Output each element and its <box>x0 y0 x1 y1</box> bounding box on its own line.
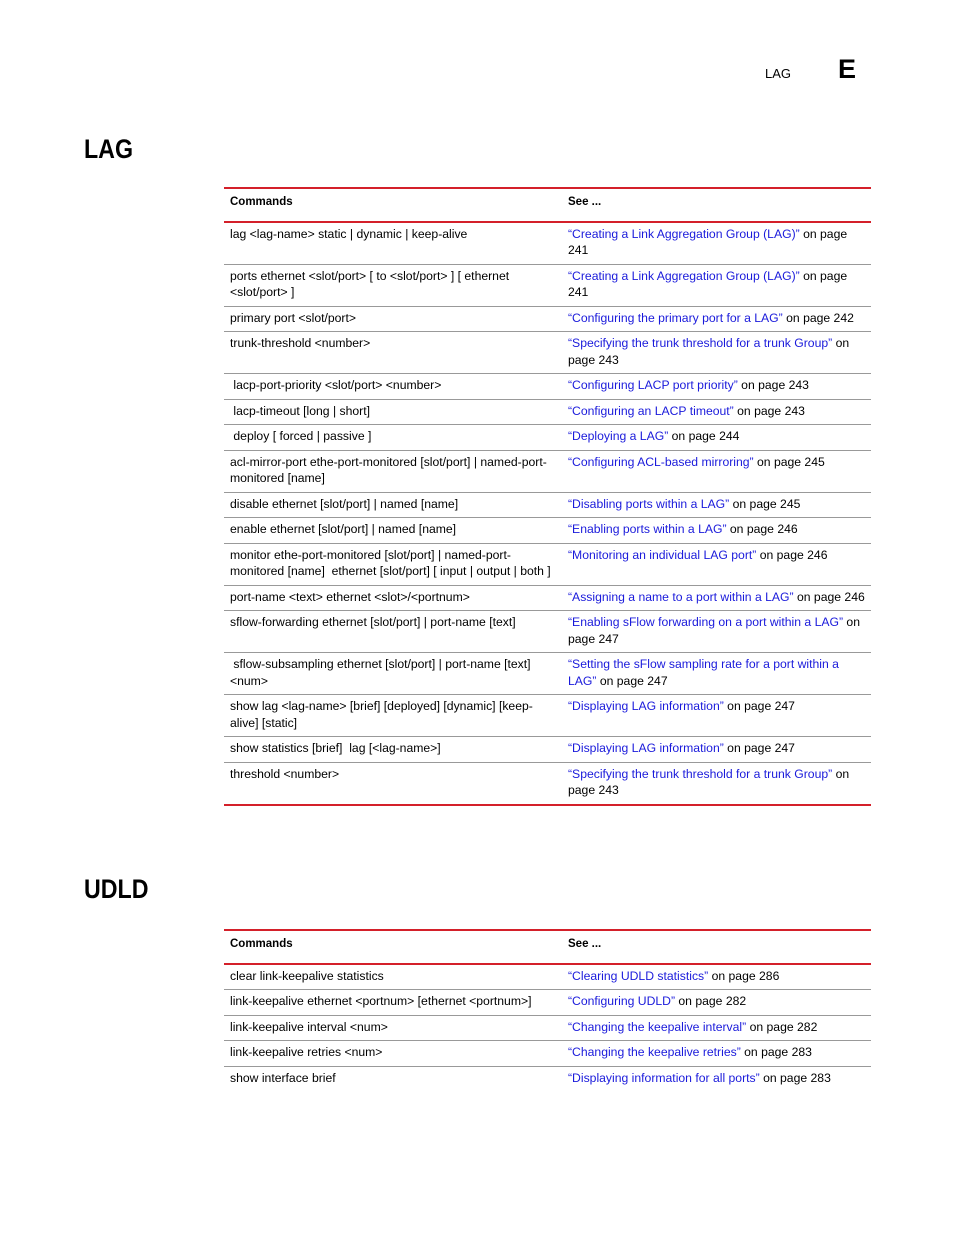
cross-reference-link[interactable]: “Deploying a LAG” <box>568 429 669 443</box>
cross-reference-link[interactable]: “Creating a Link Aggregation Group (LAG)” <box>568 268 800 283</box>
reference-cell <box>562 695 871 737</box>
reference-cell <box>562 399 871 425</box>
table-row <box>224 450 871 492</box>
page-reference: on page 247 <box>568 615 864 646</box>
command-cell: deploy [ forced | passive ] <box>224 425 562 451</box>
table-row <box>224 543 871 585</box>
cross-reference-link[interactable]: “Configuring UDLD” <box>568 994 676 1008</box>
page-reference: on page 246 <box>756 547 828 562</box>
page-reference: on page 241 <box>568 268 851 299</box>
command-cell: lacp-timeout [long | short] <box>224 399 562 425</box>
command-cell: enable ethernet [slot/port] | named [name] <box>224 518 562 544</box>
table-row <box>224 1066 871 1091</box>
table-row <box>224 964 871 990</box>
table-row <box>224 737 871 763</box>
page-reference: on page 243 <box>737 378 809 392</box>
cross-reference-link[interactable]: “Disabling ports within a LAG” <box>568 496 730 511</box>
page-reference: on page 241 <box>568 226 851 257</box>
command-cell: lag <lag-name> static | dynamic | keep-alive <box>224 222 562 265</box>
cross-reference-link[interactable]: “Specifying the trunk threshold for a trunk Group” <box>568 766 833 781</box>
command-cell: trunk-threshold <number> <box>224 332 562 374</box>
command-cell: monitor ethe-port-monitored [slot/port] | named-port-monitored [name] ethernet [slot/port] [ input | output | both ] <box>224 543 562 585</box>
reference-cell <box>562 306 871 332</box>
table-row <box>224 264 871 306</box>
reference-cell <box>562 737 871 763</box>
table-row <box>224 399 871 425</box>
table-row <box>224 695 871 737</box>
page-reference: on page 243 <box>568 336 853 367</box>
command-cell: disable ethernet [slot/port] | named [name] <box>224 492 562 518</box>
reference-cell <box>562 374 871 400</box>
commands-column-header: Commands <box>224 930 562 964</box>
table-row <box>224 492 871 518</box>
reference-cell <box>562 425 871 451</box>
command-cell: ports ethernet <slot/port> [ to <slot/port> ] [ ethernet <slot/port> ] <box>224 264 562 306</box>
table-row <box>224 374 871 400</box>
commands-column-header: Commands <box>224 188 562 222</box>
see-column-header: See ... <box>562 188 871 222</box>
page-reference: on page 246 <box>726 522 798 536</box>
appendix-letter: E <box>838 54 857 84</box>
table-row <box>224 585 871 611</box>
reference-cell <box>562 450 871 492</box>
reference-cell <box>562 222 871 265</box>
table-row <box>224 762 871 805</box>
page-reference: on page 245 <box>729 496 801 511</box>
cross-reference-link[interactable]: “Enabling sFlow forwarding on a port within a LAG” <box>568 615 844 629</box>
reference-cell <box>562 543 871 585</box>
reference-cell <box>562 964 871 990</box>
lag-section-title: LAG <box>84 134 134 164</box>
table-row <box>224 222 871 265</box>
table-row <box>224 653 871 695</box>
page-reference: on page 244 <box>668 429 740 443</box>
reference-cell <box>562 990 871 1016</box>
cross-reference-link[interactable]: “Configuring LACP port priority” <box>568 378 738 392</box>
page-reference: on page 247 <box>596 673 668 688</box>
command-cell: sflow-subsampling ethernet [slot/port] | port-name [text] <num> <box>224 653 562 695</box>
table-header-row <box>224 930 871 964</box>
cross-reference-link[interactable]: “Creating a Link Aggregation Group (LAG)” <box>568 226 800 241</box>
table-row <box>224 611 871 653</box>
reference-cell <box>562 332 871 374</box>
lag-commands-table <box>224 187 871 806</box>
command-cell: port-name <text> ethernet <slot>/<portnum> <box>224 585 562 611</box>
cross-reference-link[interactable]: “Displaying LAG information” <box>568 699 724 713</box>
command-cell: link-keepalive retries <num> <box>224 1041 562 1067</box>
table-row <box>224 332 871 374</box>
page-reference: on page 283 <box>740 1045 812 1059</box>
cross-reference-link[interactable]: “Monitoring an individual LAG port” <box>568 547 757 562</box>
reference-cell <box>562 762 871 805</box>
table-row <box>224 1041 871 1067</box>
page-reference: on page 283 <box>759 1070 831 1085</box>
cross-reference-link[interactable]: “Setting the sFlow sampling rate for a port within a LAG” <box>568 657 839 688</box>
page-reference: on page 242 <box>782 310 854 325</box>
table-row <box>224 1015 871 1041</box>
reference-cell <box>562 518 871 544</box>
reference-cell <box>562 492 871 518</box>
cross-reference-link[interactable]: “Clearing UDLD statistics” <box>568 968 709 983</box>
page-reference: on page 282 <box>746 1019 818 1034</box>
cross-reference-link[interactable]: “Enabling ports within a LAG” <box>568 522 727 536</box>
table-row <box>224 425 871 451</box>
reference-cell <box>562 1015 871 1041</box>
command-cell: show interface brief <box>230 1070 336 1085</box>
page-reference: on page 286 <box>708 968 780 983</box>
cross-reference-link[interactable]: “Specifying the trunk threshold for a trunk Group” <box>568 336 833 350</box>
command-cell: sflow-forwarding ethernet [slot/port] | port-name [text] <box>224 611 562 653</box>
cross-reference-link[interactable]: “Configuring the primary port for a LAG” <box>568 310 783 325</box>
cross-reference-link[interactable]: “Changing the keepalive retries” <box>568 1045 741 1059</box>
page-reference: on page 246 <box>793 589 865 604</box>
page-reference: on page 243 <box>733 403 805 418</box>
command-cell: show lag <lag-name> [brief] [deployed] [dynamic] [keep-alive] [static] <box>224 695 562 737</box>
page-reference: on page 245 <box>753 454 825 469</box>
table-header-row <box>224 188 871 222</box>
running-head: LAG <box>765 66 792 81</box>
command-cell: link-keepalive interval <num> <box>224 1015 562 1041</box>
page-reference: on page 247 <box>723 699 795 713</box>
command-cell: threshold <number> <box>224 762 562 805</box>
page-reference: on page 243 <box>568 766 853 797</box>
command-cell: link-keepalive ethernet <portnum> [ethernet <portnum>] <box>224 990 562 1016</box>
page-reference: on page 282 <box>675 994 747 1008</box>
command-cell: lacp-port-priority <slot/port> <number> <box>224 374 562 400</box>
table-row <box>224 306 871 332</box>
cross-reference-link[interactable]: “Displaying LAG information” <box>568 741 724 755</box>
reference-cell <box>562 264 871 306</box>
udld-commands-table <box>224 929 871 1091</box>
reference-cell <box>562 1041 871 1067</box>
cross-reference-link[interactable]: “Configuring ACL-based mirroring” <box>568 454 754 469</box>
cross-reference-link[interactable]: “Configuring an LACP timeout” <box>568 403 734 418</box>
command-cell: clear link-keepalive statistics <box>224 964 562 990</box>
table-row <box>224 518 871 544</box>
table-row <box>224 990 871 1016</box>
cross-reference-link[interactable]: “Changing the keepalive interval” <box>568 1019 747 1034</box>
command-cell: acl-mirror-port ethe-port-monitored [slot/port] | named-port-monitored [name] <box>224 450 562 492</box>
udld-section-title: UDLD <box>84 874 149 904</box>
cross-reference-link[interactable]: “Assigning a name to a port within a LAG” <box>568 589 794 604</box>
see-column-header: See ... <box>562 930 871 964</box>
command-cell: show statistics [brief] lag [<lag-name>] <box>224 737 562 763</box>
cross-reference-link[interactable]: “Displaying information for all ports” <box>568 1070 760 1085</box>
page-reference: on page 247 <box>723 741 795 755</box>
reference-cell <box>562 611 871 653</box>
reference-cell <box>562 653 871 695</box>
reference-cell <box>562 585 871 611</box>
reference-cell <box>562 1066 871 1091</box>
command-cell: primary port <slot/port> <box>224 306 562 332</box>
